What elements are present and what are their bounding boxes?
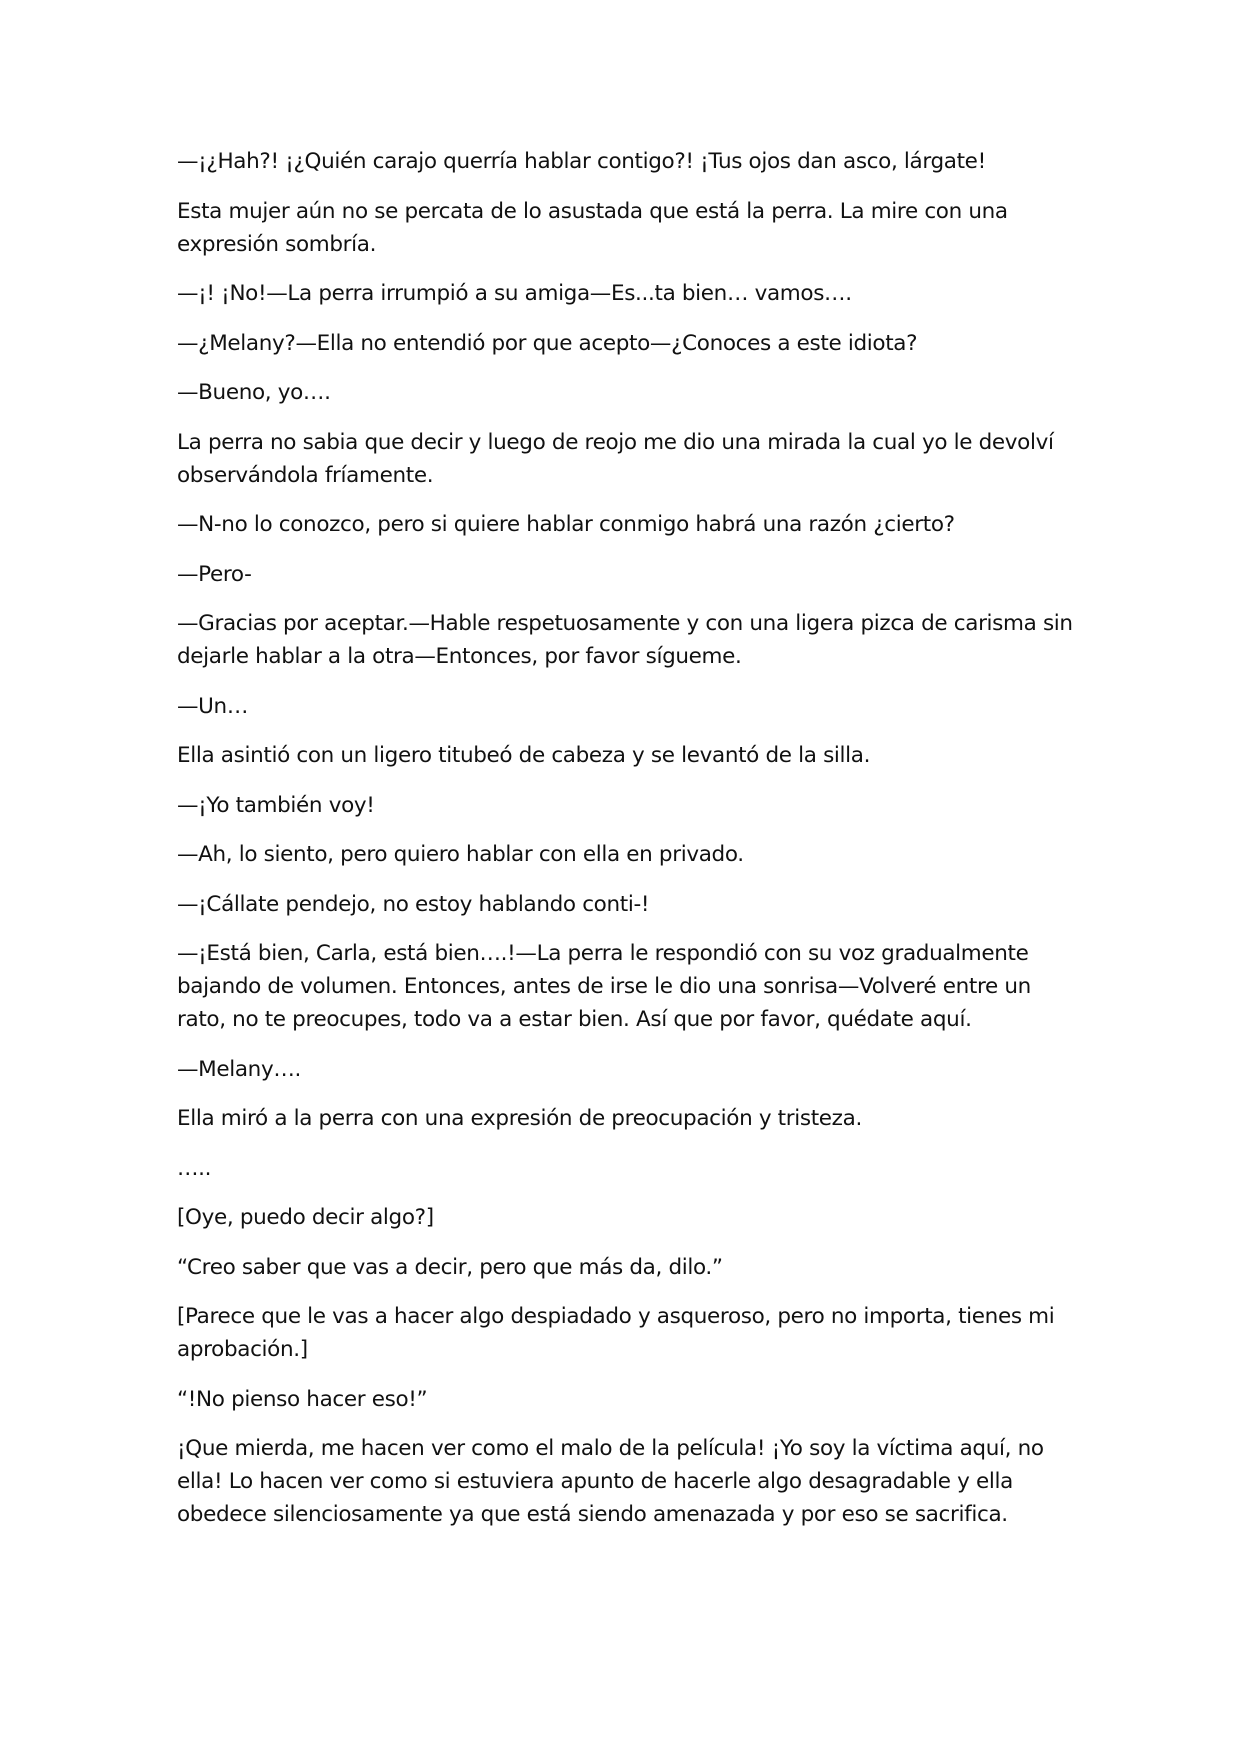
dialogue-paragraph: —Ah, lo siento, pero quiero hablar con ella en privado. — [177, 842, 744, 867]
dialogue-paragraph: —¡Yo también voy! — [177, 792, 375, 818]
narration-paragraph: Esta mujer aún no se percata de lo asustada que está la perra. La mire con una expresión sombría. — [177, 198, 1008, 257]
narration-paragraph: ¡Que mierda, me hacen ver como el malo de la película! ¡Yo soy la víctima aquí, no ella! Lo hacen ver como si estuviera apunto de hacerle algo desagradable y ella obedece silenciosamente ya que está siendo amenazada y por eso se sacrifica. — [177, 1436, 1044, 1527]
dialogue-paragraph: —Melany…. — [177, 1056, 301, 1082]
narration-paragraph: La perra no sabia que decir y luego de reojo me dio una mirada la cual yo le devolví observándola fríamente. — [177, 429, 1054, 488]
dialogue-paragraph: —¡¿Hah?! ¡¿Quién carajo querría hablar contigo?! ¡Tus ojos dan asco, lárgate! — [177, 149, 986, 174]
dialogue-paragraph: —¿Melany?—Ella no entendió por que acepto—¿Conoces a este idiota? — [177, 330, 918, 356]
dialogue-paragraph: —Un… — [177, 693, 248, 719]
system-message-paragraph: [Oye, puedo decir algo?] — [177, 1205, 434, 1230]
narration-paragraph: Ella asintió con un ligero titubeó de cabeza y se levantó de la silla. — [177, 743, 871, 768]
scene-break: ….. — [177, 1155, 212, 1181]
dialogue-paragraph: —N-no lo conozco, pero si quiere hablar conmigo habrá una razón ¿cierto? — [177, 512, 955, 537]
dialogue-paragraph: —Pero- — [177, 561, 252, 587]
dialogue-paragraph: —¡! ¡No!—La perra irrumpió a su amiga—Es...ta bien… vamos…. — [177, 281, 852, 306]
dialogue-paragraph: —¡Cállate pendejo, no estoy hablando conti-! — [177, 891, 650, 917]
dialogue-paragraph: —¡Está bien, Carla, está bien….!—La perra le respondió con su voz gradualmente bajando de volumen. Entonces, antes de irse le dio una sonrisa—Volveré entre un rato, no te preocupes, todo va a estar bien. Así que por favor, quédate aquí. — [177, 941, 1031, 1032]
thought-paragraph: “Creo saber que vas a decir, pero que más da, dilo.” — [177, 1254, 723, 1280]
thought-paragraph: “!No pienso hacer eso!” — [177, 1386, 428, 1412]
narration-paragraph: Ella miró a la perra con una expresión de preocupación y tristeza. — [177, 1106, 862, 1131]
dialogue-paragraph: —Gracias por aceptar.—Hable respetuosamente y con una ligera pizca de carisma sin dejarle hablar a la otra—Entonces, por favor sígueme. — [177, 611, 1073, 669]
document-body — [177, 145, 1077, 1548]
dialogue-paragraph: —Bueno, yo…. — [177, 380, 331, 405]
system-message-paragraph: [Parece que le vas a hacer algo despiadado y asqueroso, pero no importa, tienes mi aprobación.] — [177, 1304, 1055, 1362]
